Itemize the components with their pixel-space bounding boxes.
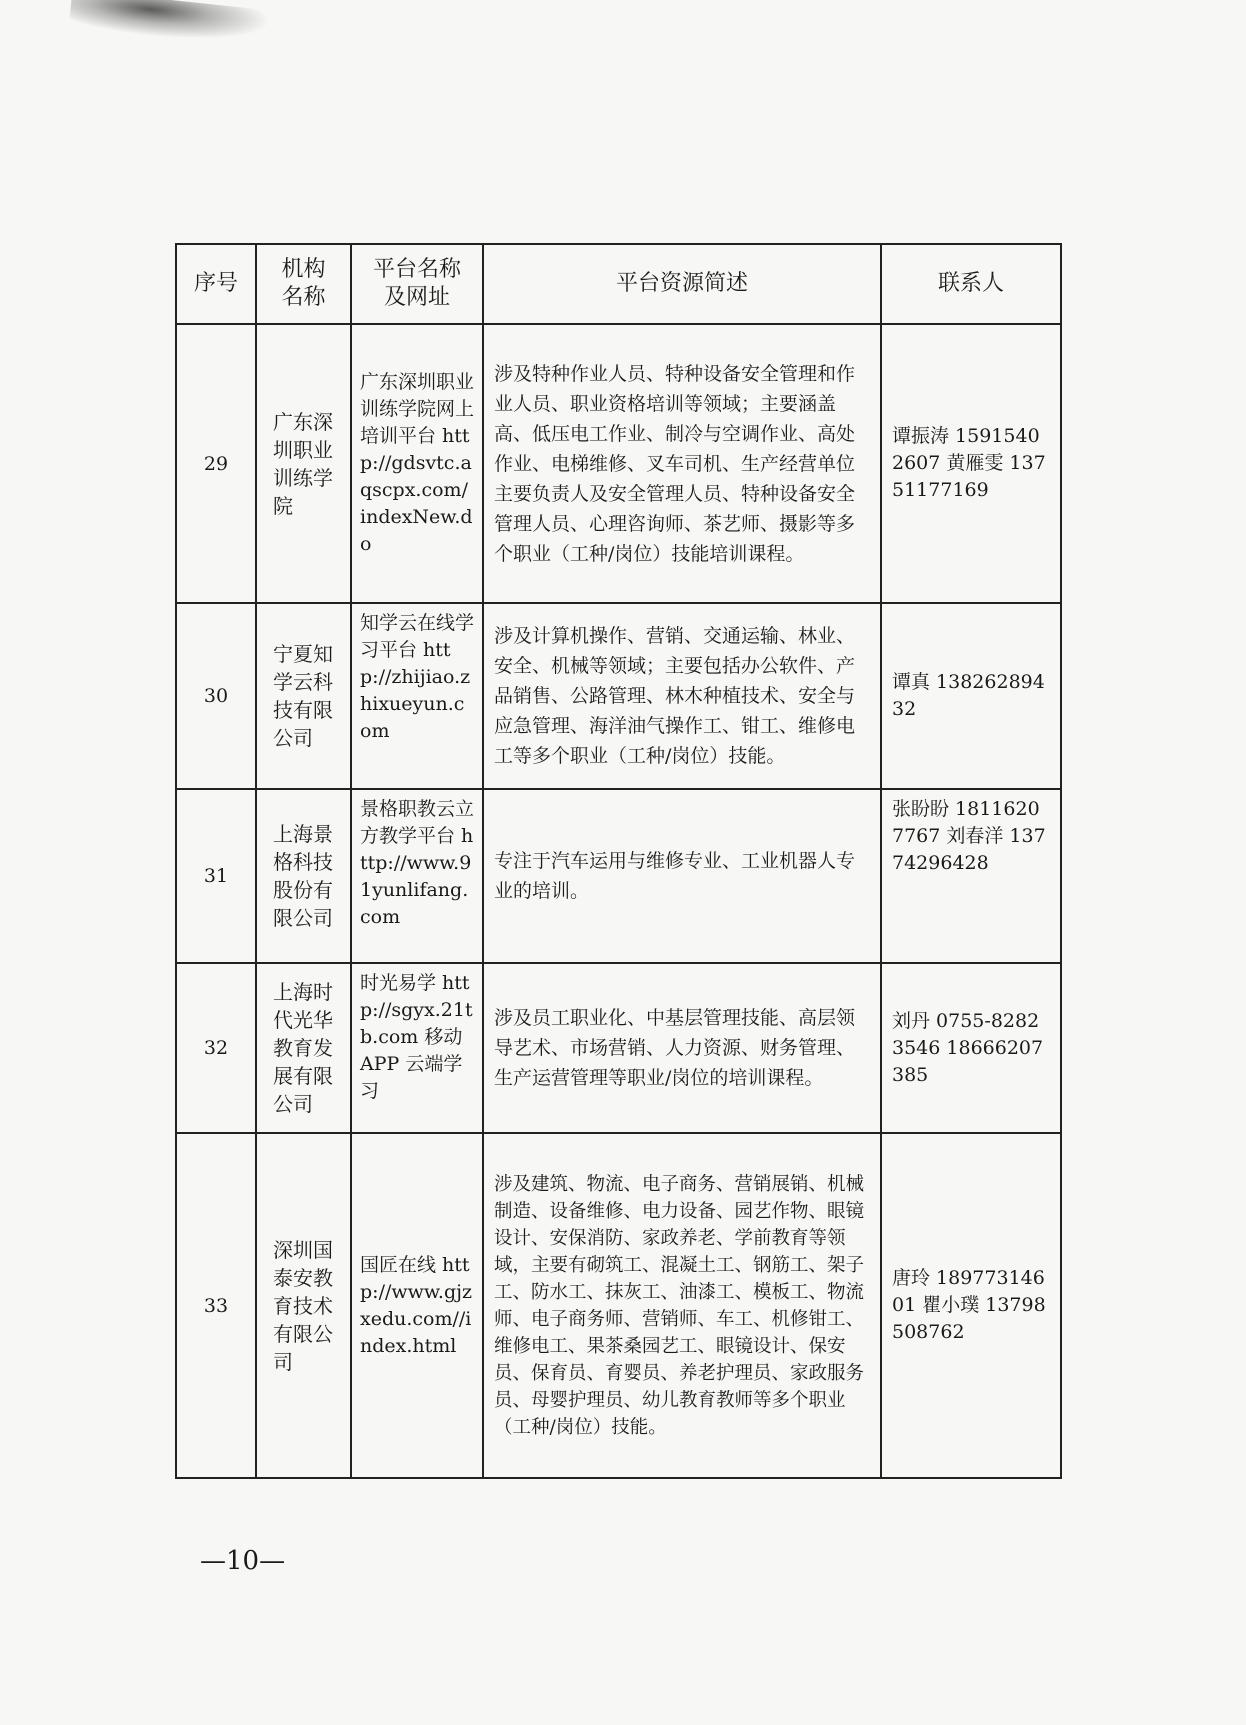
row-contact: 唐玲 18977314601 瞿小璞 13798508762 [881, 1133, 1061, 1478]
row-platform: 国匠在线 http://www.gjzxedu.com//index.html [351, 1133, 483, 1478]
header-desc: 平台资源简述 [483, 244, 881, 324]
scan-smudge [69, 0, 272, 48]
row-org: 上海景格科技股份有限公司 [256, 789, 351, 963]
row-platform: 广东深圳职业训练学院网上培训平台 http://gdsvtc.aqscpx.com/indexNew.do [351, 324, 483, 603]
header-contact: 联系人 [881, 244, 1061, 324]
training-platform-table [175, 243, 1062, 1479]
row-desc: 涉及计算机操作、营销、交通运输、林业、安全、机械等领域；主要包括办公软件、产品销售、公路管理、林木种植技术、安全与应急管理、海洋油气操作工、钳工、维修电工等多个职业（工种/岗位）技能。 [483, 603, 881, 789]
row-platform: 时光易学 http://sgyx.21tb.com 移动 APP 云端学习 [351, 963, 483, 1133]
table-header-row [176, 244, 1061, 324]
table-row [176, 603, 1061, 789]
row-contact: 张盼盼 18116207767 刘春洋 13774296428 [881, 789, 1061, 963]
row-platform: 景格职教云立方教学平台 http://www.91yunlifang.com [351, 789, 483, 963]
row-org: 宁夏知学云科技有限公司 [256, 603, 351, 789]
table-row [176, 1133, 1061, 1478]
table-row [176, 963, 1061, 1133]
table-row [176, 789, 1061, 963]
row-desc: 涉及特种作业人员、特种设备安全管理和作业人员、职业资格培训等领域；主要涵盖高、低压电工作业、制冷与空调作业、高处作业、电梯维修、叉车司机、生产经营单位主要负责人及安全管理人员、特种设备安全管理人员、心理咨询师、茶艺师、摄影等多个职业（工种/岗位）技能培训课程。 [483, 324, 881, 603]
row-no: 33 [176, 1133, 256, 1478]
header-org: 机构名称 [256, 244, 351, 324]
row-org: 上海时代光华教育发展有限公司 [256, 963, 351, 1133]
header-no: 序号 [176, 244, 256, 324]
row-desc: 涉及员工职业化、中基层管理技能、高层领导艺术、市场营销、人力资源、财务管理、生产运营管理等职业/岗位的培训课程。 [483, 963, 881, 1133]
row-no: 29 [176, 324, 256, 603]
table-row [176, 324, 1061, 603]
row-no: 31 [176, 789, 256, 963]
row-org: 深圳国泰安教育技术有限公司 [256, 1133, 351, 1478]
row-no: 32 [176, 963, 256, 1133]
header-platform: 平台名称及网址 [351, 244, 483, 324]
page-number: —10— [200, 1546, 286, 1576]
row-contact: 谭真 13826289432 [881, 603, 1061, 789]
row-no: 30 [176, 603, 256, 789]
row-contact: 谭振涛 15915402607 黄雁雯 13751177169 [881, 324, 1061, 603]
row-platform: 知学云在线学习平台 http://zhijiao.zhixueyun.com [351, 603, 483, 789]
row-desc: 专注于汽车运用与维修专业、工业机器人专业的培训。 [483, 789, 881, 963]
row-desc: 涉及建筑、物流、电子商务、营销展销、机械制造、设备维修、电力设备、园艺作物、眼镜设计、安保消防、家政养老、学前教育等领域，主要有砌筑工、混凝土工、钢筋工、架子工、防水工、抹灰工、油漆工、模板工、物流师、电子商务师、营销师、车工、机修钳工、维修电工、果茶桑园艺工、眼镜设计、保安员、保育员、育婴员、养老护理员、家政服务员、母婴护理员、幼儿教育教师等多个职业（工种/岗位）技能。 [483, 1133, 881, 1478]
row-contact: 刘丹 0755-82823546 18666207385 [881, 963, 1061, 1133]
row-org: 广东深圳职业训练学院 [256, 324, 351, 603]
